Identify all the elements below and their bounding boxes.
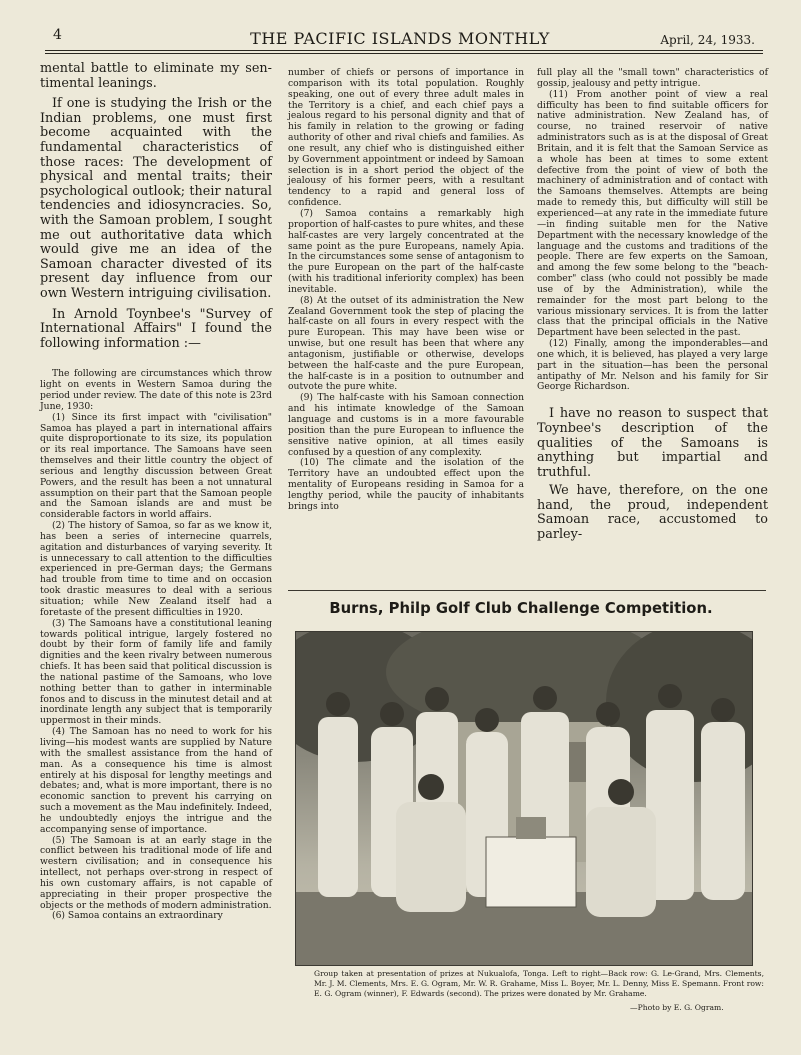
excerpt-paragraph: full play all the "small town" characteristics of gossip, jealousy and petty intrigue. — [537, 67, 768, 89]
excerpt-paragraph: (9) The half-caste with his Samoan connection and his intimate knowledge of the Samoan language and customs is in a more favourable position than the pure European to influence the sensitive native opinion, at all times easily confused by a question of any complexity. — [288, 392, 524, 458]
toynbee-excerpt — [40, 369, 272, 922]
photo-illustration — [296, 632, 752, 965]
excerpt-paragraph: (11) From another point of view a real difficulty has been to find suitable officers for native administration. New Zealand has, of course, no trained reservoir of native administrators such as is at the disposal of Great Britain, and it is felt that the Samoan Service as a whole has been at times to some extent defective from the point of view of both the machinery of administration and of contact with the Samoans themselves. Attempts are being made to remedy this, but difficulty will still be experienced—at any rate in the immediate future—in finding suitable men for the Native Department with the necessary knowledge of the language and the customs and traditions of the people. There are few experts on the Samoan, and among the few some belong to the "beach-comber" class (who could not possibly be made use of by the Administration), while the remainder for the most part belong to the various missionary services. It is from the latter class that the principal officials in the Native Department have been selected in the past. — [537, 88, 768, 339]
excerpt-paragraph: (12) Finally, among the imponderables—and one which, it is believed, has played a very large part in the situation—has been the personal antipathy of Mr. Nelson and his family for Sir George Richardson. — [537, 338, 768, 393]
feature-headline: Burns, Philp Golf Club Challenge Competition. — [329, 600, 713, 617]
issue-date: April, 24, 1933. — [660, 33, 755, 47]
header-rule-bottom — [45, 53, 763, 54]
lead-line: mental battle to eliminate my sen- — [40, 61, 272, 76]
excerpt-paragraph: (2) The history of Samoa, so far as we know it, has been a series of internecine quarrels, agitation and disturbances of varying severity. It is unnecessary to call attention to the difficulties experienced in pre-German days; the Germans had trouble from time to time and on occasion took drastic measures to deal with a serious situation; while New Zealand itself had a foretaste of the present difficulties in 1920. — [40, 520, 272, 618]
column-2 — [288, 68, 524, 513]
photo-caption: Group taken at presentation of prizes at Nukualofa, Tonga. Left to right—Back row: G. Le-Grand, Mrs. Clements, Mr. J. M. Clements, Mrs. E. G. Ogram, Mr. W. R. Grahame, Miss L. Boyer, Mr. L. Denny, Miss E. Spemann. Front row: E. G. Ogram (winner), F. Edwards (second). The prizes were donated by Mr. Grahame. — [314, 969, 764, 998]
group-photograph — [295, 631, 753, 966]
page-number: 4 — [53, 27, 62, 43]
feature-rule — [288, 590, 766, 591]
excerpt-paragraph: (7) Samoa contains a remarkably high proportion of half-castes to pure whites, and these half-castes are very largely concentrated at the same point as the pure Europeans, namely Apia. In the circumstances some sense of antagonism to the pure European on the part of the half-caste (with his traditional inferiority complex) has been inevitable. — [288, 207, 524, 295]
photo-credit: —Photo by E. G. Ogram. — [630, 1003, 724, 1012]
excerpt-paragraph: (3) The Samoans have a constitutional leaning towards political intrigue, largely fostered no doubt by their form of family life and family dignities and the keen rivalry between numerous chiefs. It has been said that political discussion is the national pastime of the Samoans, who love nothing better than to gather in interminable fonos and to discuss in the minutest detail and at inordinate length any subject that is temporarily uppermost in their minds. — [40, 617, 272, 727]
excerpt-paragraph: (5) The Samoan is at an early stage in the conflict between his traditional mode of life and western civilisation; and in consequence his intellect, not perhaps over-strong in respect of his own customary affairs, is not capable of appreciating in their proper prospective the objects or the methods of modern administration. — [40, 834, 272, 911]
paragraph-samoan-race: We have, therefore, on the one hand, the proud, independent Samoan race, accustomed to parley- — [537, 483, 768, 543]
lead-fragment — [40, 62, 272, 91]
lead-line: timental leanings. — [40, 75, 157, 91]
excerpt-paragraph: (8) At the outset of its administration the New Zealand Government took the step of placing the half-caste on all fours in every respect with the pure European. This may have been wise or unwise, but one result has been that where any antagonism, justifiable or otherwise, develops between the half-caste and the pure European, the half-caste is in a position to outnumber and outvote the pure white. — [288, 294, 524, 393]
header-rule-top — [45, 50, 763, 51]
page-header — [45, 27, 755, 49]
excerpt-paragraph: number of chiefs or persons of importance in comparison with its total population. Roughly speaking, one out of every three adult males in the Territory is a chief, and each chief pays a jealous regard to his personal dignity and that of his family in relation to the growing or fading authority of other and rival chiefs and families. As one result, any chief who is distinguished either by Government appointment or indeed by Samoan selection is in a short period the object of the jealousy of his former peers, with a resultant tendency to a rapid and general loss of confidence. — [288, 67, 524, 209]
excerpt-paragraph: (1) Since its first impact with "civilisation" Samoa has played a part in international affairs quite disproportionate to its size, its population or its real importance. The Samoans have seen themselves and their little country the object of serious and lengthy discussion between Great Powers, and the result has been a not unnatural assumption on their part that the Samoan people and the Samoan islands are and must be considerable factors in world affairs. — [40, 411, 272, 521]
paragraph-toynbee-intro: In Arnold Toynbee's "Survey of International Affairs" I found the following information :— — [40, 306, 272, 351]
paragraph-toynbee-verdict: I have no reason to suspect that Toynbee's description of the qualities of the Samoans is anything but impartial and truthful. — [537, 406, 768, 480]
publication-title: THE PACIFIC ISLANDS MONTHLY — [250, 29, 550, 48]
excerpt-paragraph: (10) The climate and the isolation of the Territory have an undoubted effect upon the mentality of Europeans residing in Samoa for a lengthy period, while the paucity of inhabitants brings into — [288, 457, 524, 512]
excerpt-paragraph: (4) The Samoan has no need to work for his living—his modest wants are supplied by Nature with the smallest assistance from the hand of man. As a consequence his time is almost entirely at his disposal for lengthy meetings and debates; and, what is more important, there is no economic sanction to prevent his carrying on such a movement as the Mau indefinitely. Indeed, he undoubtedly enjoys the intrigue and the accompanying sense of importance. — [40, 726, 272, 835]
column-3 — [537, 68, 768, 543]
paragraph-irish-indian: If one is studying the Irish or the Indian problems, one must first become acquainted with the fundamental characteristics of those races: The development of physical and mental traits; their psychological outlook; their natural tendencies and idiosyncracies. So, with the Samoan problem, I sought me out authoritative data which would give me an idea of the Samoan character divested of its present day influence from our own Western intriguing civilisation. — [40, 96, 272, 301]
excerpt-paragraph: The following are circumstances which throw light on events in Western Samoa during the period under review. The date of this note is 23rd June, 1930: — [40, 368, 272, 412]
column-1 — [40, 62, 272, 922]
excerpt-paragraph: (6) Samoa contains an extraordinary — [52, 910, 223, 922]
